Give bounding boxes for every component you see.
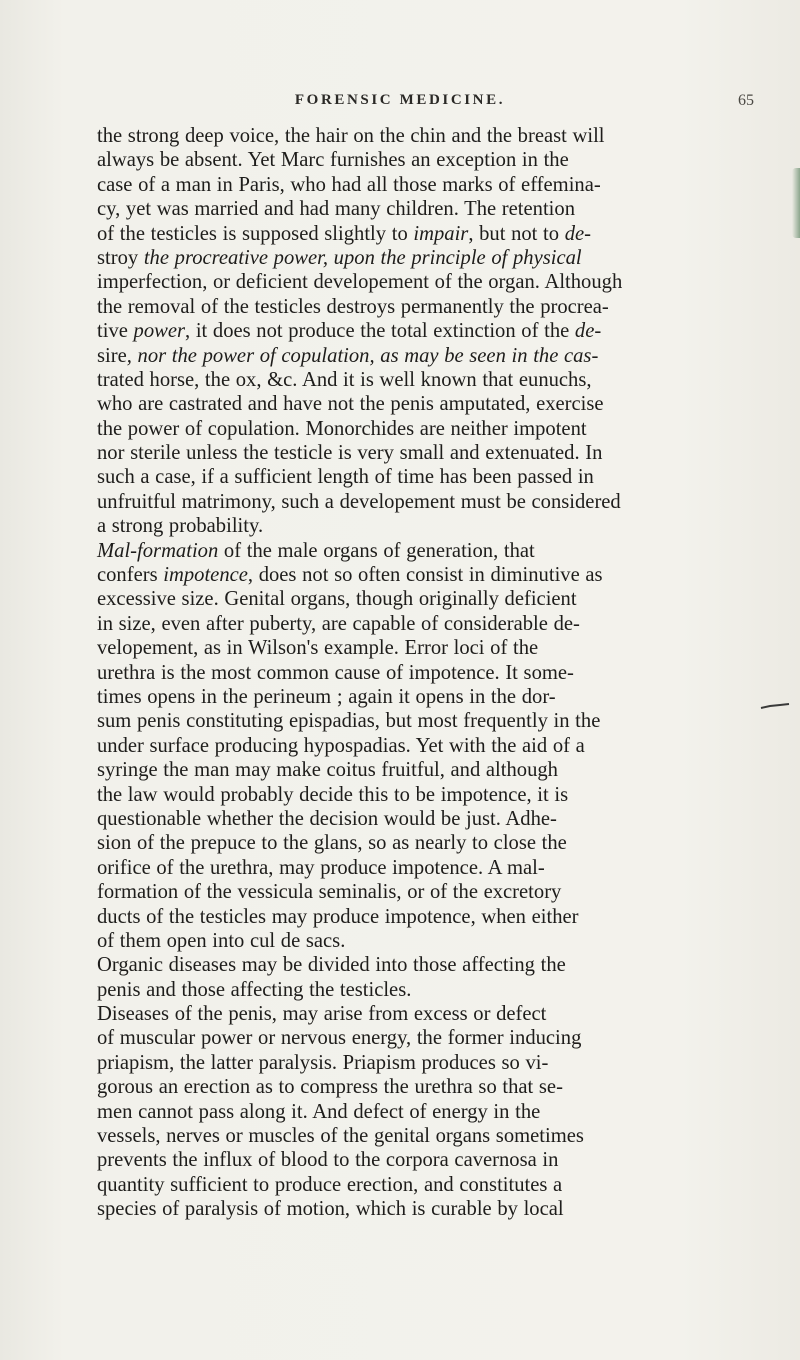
text-line: such a case, if a sufficient length of time has been passed in bbox=[97, 466, 594, 489]
text-line: Organic diseases may be divided into those affecting the bbox=[97, 954, 566, 977]
text-line: of muscular power or nervous energy, the former inducing bbox=[97, 1027, 582, 1050]
running-head bbox=[0, 92, 800, 118]
italic-term: impotence bbox=[163, 564, 248, 587]
text-line: Diseases of the penis, may arise from excess or defect bbox=[97, 1003, 547, 1026]
italic-term: power bbox=[133, 320, 186, 343]
text-line: quantity sufficient to produce erection, and constitutes a bbox=[97, 1173, 563, 1196]
text-line: questionable whether the decision would be just. Adhe- bbox=[97, 807, 557, 830]
text-line: sion of the prepuce to the glans, so as nearly to close the bbox=[97, 832, 567, 855]
text-line: unfruitful matrimony, such a developement must be considered bbox=[97, 490, 621, 513]
text-line: gorous an erection as to compress the urethra so that se- bbox=[97, 1076, 563, 1099]
text-line: tive power, it does not produce the total extinction of the de- bbox=[97, 320, 602, 343]
italic-term: de- bbox=[564, 222, 592, 245]
italic-term: the procreative power, upon the principle of physical bbox=[138, 246, 582, 269]
text-line: the law would probably decide this to be impotence, it is bbox=[97, 783, 569, 806]
text-line: penis and those affecting the testicles. bbox=[97, 978, 412, 1001]
text-line: imperfection, or deficient developement of the organ. Although bbox=[97, 271, 623, 294]
running-head-title: FORENSIC MEDICINE. bbox=[294, 92, 506, 108]
text-line: a strong probability. bbox=[97, 515, 264, 538]
text-line: sum penis constituting epispadias, but most frequently in the bbox=[97, 710, 601, 733]
text-line: of them open into cul de sacs. bbox=[97, 929, 346, 952]
text-line: always be absent. Yet Marc furnishes an exception in the bbox=[97, 149, 569, 172]
text-line: times opens in the perineum ; again it opens in the dor- bbox=[97, 685, 556, 708]
text-line: stroy the procreative power, upon the principle of physical bbox=[97, 246, 582, 269]
text-line: syringe the man may make coitus fruitful, and although bbox=[97, 759, 558, 782]
text-line: in size, even after puberty, are capable of considerable de- bbox=[97, 612, 580, 635]
text-line: orifice of the urethra, may produce impotence. A mal- bbox=[97, 856, 545, 879]
italic-term: Mal-formation bbox=[97, 539, 219, 562]
text-line: the strong deep voice, the hair on the chin and the breast will bbox=[97, 125, 605, 147]
text-line: excessive size. Genital organs, though originally deficient bbox=[97, 588, 577, 611]
italic-term: de- bbox=[574, 320, 602, 343]
text-line: prevents the influx of blood to the corpora cavernosa in bbox=[97, 1149, 559, 1172]
text-line: velopement, as in Wilson's example. Error loci of the bbox=[97, 637, 539, 660]
page-number: 65 bbox=[738, 92, 754, 109]
italic-term: impair bbox=[413, 222, 469, 245]
text-line: Mal-formation of the male organs of generation, that bbox=[97, 539, 535, 562]
text-line: species of paralysis of motion, which is curable by local bbox=[97, 1198, 564, 1221]
text-line: the removal of the testicles destroys permanently the procrea- bbox=[97, 295, 609, 318]
text-line: trated horse, the ox, &c. And it is well known that eunuchs, bbox=[97, 368, 592, 391]
body-text bbox=[97, 124, 797, 1222]
text-line: men cannot pass along it. And defect of energy in the bbox=[97, 1100, 541, 1123]
text-line: the power of copulation. Monorchides are neither impotent bbox=[97, 417, 587, 440]
text-line: formation of the vessicula seminalis, or of the excretory bbox=[97, 881, 562, 904]
text-line: confers impotence, does not so often consist in diminutive as bbox=[97, 564, 603, 587]
text-line: urethra is the most common cause of impotence. It some- bbox=[97, 661, 574, 684]
text-line: priapism, the latter paralysis. Priapism produces so vi- bbox=[97, 1051, 549, 1074]
text-line: ducts of the testicles may produce impotence, when either bbox=[97, 905, 579, 928]
text-line: cy, yet was married and had many children. The retention bbox=[97, 198, 575, 221]
text-line: case of a man in Paris, who had all those marks of effemina- bbox=[97, 173, 601, 196]
text-line: of the testicles is supposed slightly to impair, but not to de- bbox=[97, 222, 592, 245]
italic-term: , nor the power of copulation, as may be seen in the cas- bbox=[126, 344, 599, 367]
text-line: under surface producing hypospadias. Yet with the aid of a bbox=[97, 734, 585, 757]
text-line: vessels, nerves or muscles of the genital organs sometimes bbox=[97, 1125, 584, 1148]
text-line: sire, nor the power of copulation, as may be seen in the cas- bbox=[97, 344, 599, 367]
text-line: nor sterile unless the testicle is very small and extenuated. In bbox=[97, 442, 603, 465]
text-line: who are castrated and have not the penis amputated, exercise bbox=[97, 393, 604, 416]
